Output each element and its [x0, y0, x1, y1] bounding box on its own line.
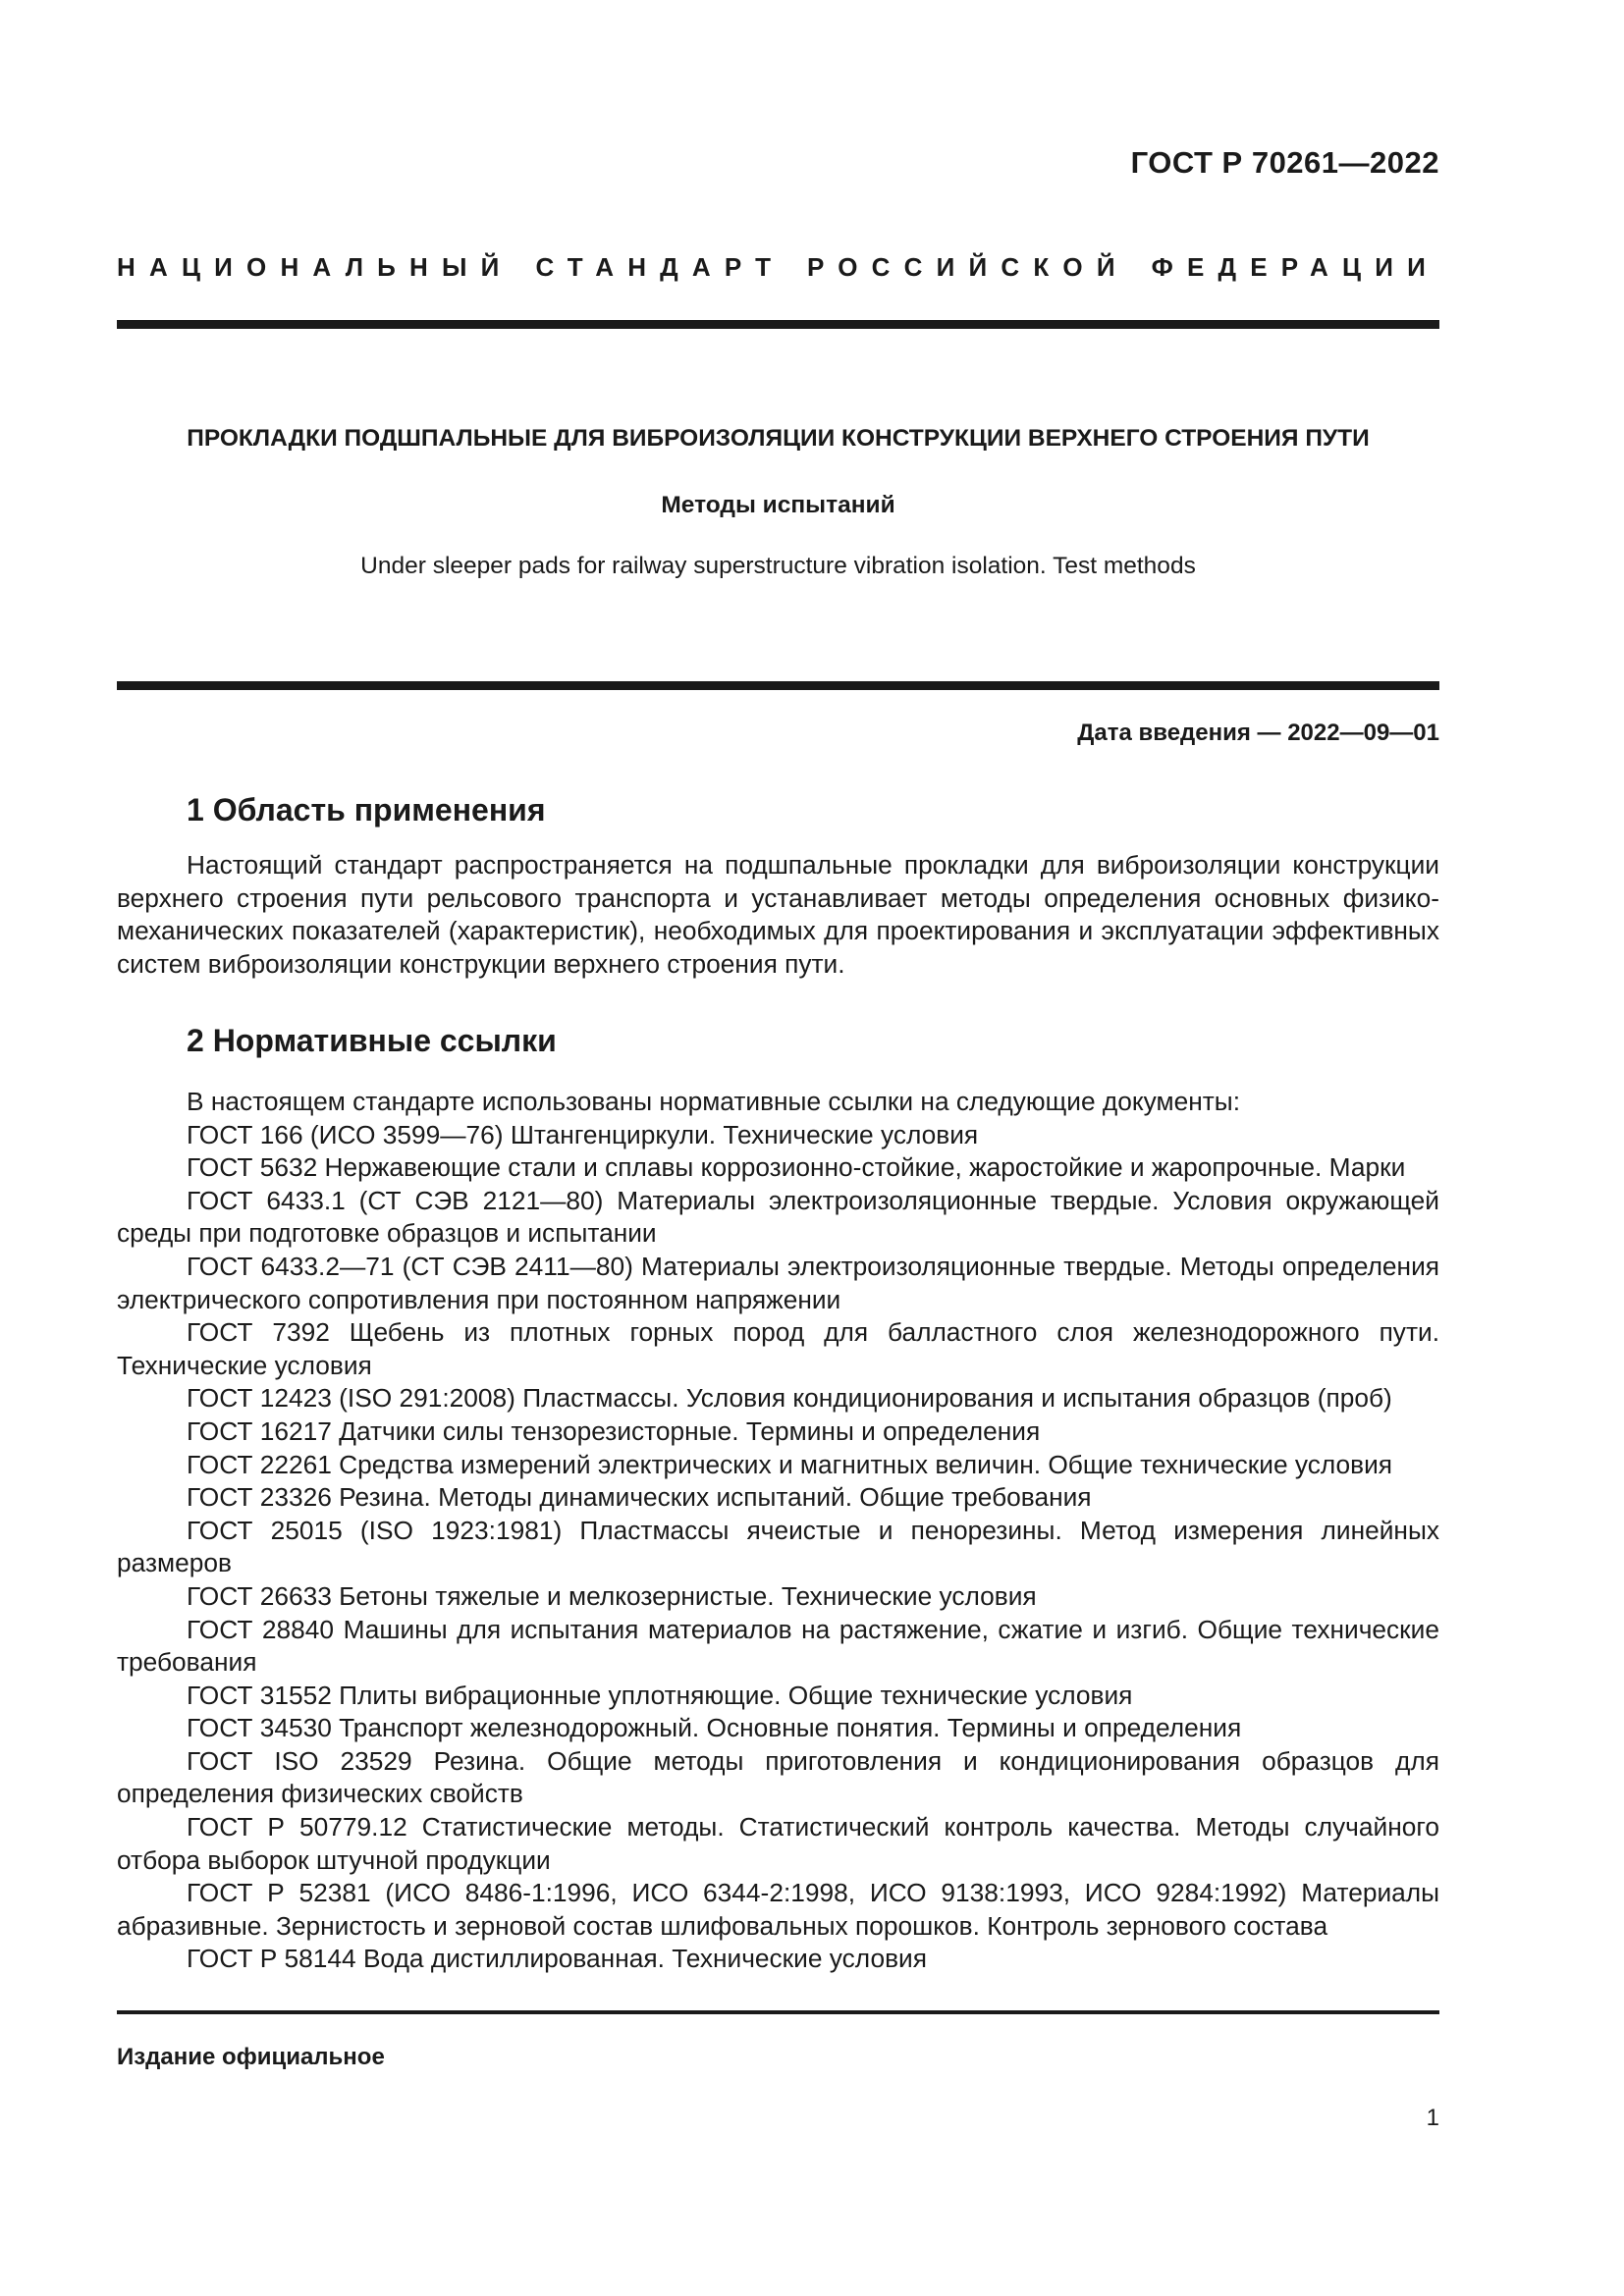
reference-item: ГОСТ 28840 Машины для испытания материалов на растяжение, сжатие и изгиб. Общие технические требования	[117, 1614, 1439, 1678]
reference-item: ГОСТ 6433.2—71 (СТ СЭВ 2411—80) Материалы электроизоляционные твердые. Методы определения электрического сопротивления при постоянном напряжении	[117, 1251, 1439, 1314]
section-heading: 2 Нормативные ссылки	[187, 1023, 557, 1058]
national-standard-banner: НАЦИОНАЛЬНЫЙ СТАНДАРТ РОССИЙСКОЙ ФЕДЕРАЦИИ	[117, 252, 1439, 282]
reference-item: ГОСТ 26633 Бетоны тяжелые и мелкозернистые. Технические условия	[187, 1580, 1037, 1611]
section-paragraph: Настоящий стандарт распространяется на подшпальные прокладки для виброизоляции конструкции верхнего строения пути рельсового транспорта и устанавливает методы определения основных физико-механических показателей (характеристик), необходимых для проектирования и эксплуатации эффективных систем виброизоляции конструкции верхнего строения пути.	[117, 850, 1439, 979]
reference-item: ГОСТ 5632 Нержавеющие стали и сплавы коррозионно-стойкие, жаростойкие и жаропрочные. Марки	[187, 1152, 1406, 1183]
section-heading: 1 Область применения	[187, 792, 546, 828]
reference-item: ГОСТ 166 (ИСО 3599—76) Штангенциркули. Технические условия	[187, 1119, 979, 1149]
reference-item: ГОСТ 6433.1 (СТ СЭВ 2121—80) Материалы электроизоляционные твердые. Условия окружающей среды при подготовке образцов и испытании	[117, 1185, 1439, 1249]
reference-item: ГОСТ 7392 Щебень из плотных горных пород для балластного слоя железнодорожного пути. Технические условия	[117, 1317, 1439, 1380]
document-number: ГОСТ Р 70261—2022	[1130, 145, 1439, 180]
reference-item: ГОСТ 25015 (ISO 1923:1981) Пластмассы ячеистые и пенорезины. Метод измерения линейных размеров	[117, 1515, 1439, 1578]
references-list	[117, 1119, 1439, 1976]
references-intro: В настоящем стандарте использованы нормативные ссылки на следующие документы:	[187, 1087, 1240, 1116]
introduction-date: Дата введения — 2022—09—01	[1077, 720, 1439, 746]
document-page	[117, 0, 1439, 2296]
page-number: 1	[1426, 2105, 1439, 2131]
reference-item: ГОСТ ISO 23529 Резина. Общие методы приготовления и кондиционирования образцов для определения физических свойств	[117, 1745, 1439, 1809]
reference-item: ГОСТ 16217 Датчики силы тензорезисторные. Термины и определения	[187, 1415, 1041, 1446]
reference-item: ГОСТ 12423 (ISO 291:2008) Пластмассы. Условия кондиционирования и испытания образцов (проб)	[187, 1383, 1392, 1414]
document-title-english: Under sleeper pads for railway superstructure vibration isolation. Test methods	[360, 553, 1196, 579]
footer-divider	[117, 2010, 1439, 2014]
header-divider	[117, 320, 1439, 329]
title-divider	[117, 681, 1439, 690]
document-title: ПРОКЛАДКИ ПОДШПАЛЬНЫЕ ДЛЯ ВИБРОИЗОЛЯЦИИ КОНСТРУКЦИИ ВЕРХНЕГО СТРОЕНИЯ ПУТИ	[187, 425, 1370, 452]
reference-item: ГОСТ 22261 Средства измерений электрических и магнитных величин. Общие технические условия	[187, 1449, 1393, 1479]
reference-item: ГОСТ 23326 Резина. Методы динамических испытаний. Общие требования	[187, 1482, 1092, 1513]
official-edition-label: Издание официальное	[117, 2044, 385, 2070]
document-subtitle: Методы испытаний	[661, 492, 895, 518]
section-normative-references	[117, 1021, 1439, 1976]
section-scope	[117, 790, 1439, 981]
reference-item: ГОСТ Р 58144 Вода дистиллированная. Технические условия	[187, 1944, 927, 1974]
reference-item: ГОСТ Р 52381 (ИСО 8486-1:1996, ИСО 6344-2:1998, ИСО 9138:1993, ИСО 9284:1992) Материалы абразивные. Зернистость и зерновой состав шлифовальных порошков. Контроль зернового состава	[117, 1878, 1439, 1941]
reference-item: ГОСТ 31552 Плиты вибрационные уплотняющие. Общие технические условия	[187, 1680, 1133, 1710]
reference-item: ГОСТ 34530 Транспорт железнодорожный. Основные понятия. Термины и определения	[187, 1713, 1242, 1743]
reference-item: ГОСТ Р 50779.12 Статистические методы. Статистический контроль качества. Методы случайного отбора выборок штучной продукции	[117, 1812, 1439, 1875]
